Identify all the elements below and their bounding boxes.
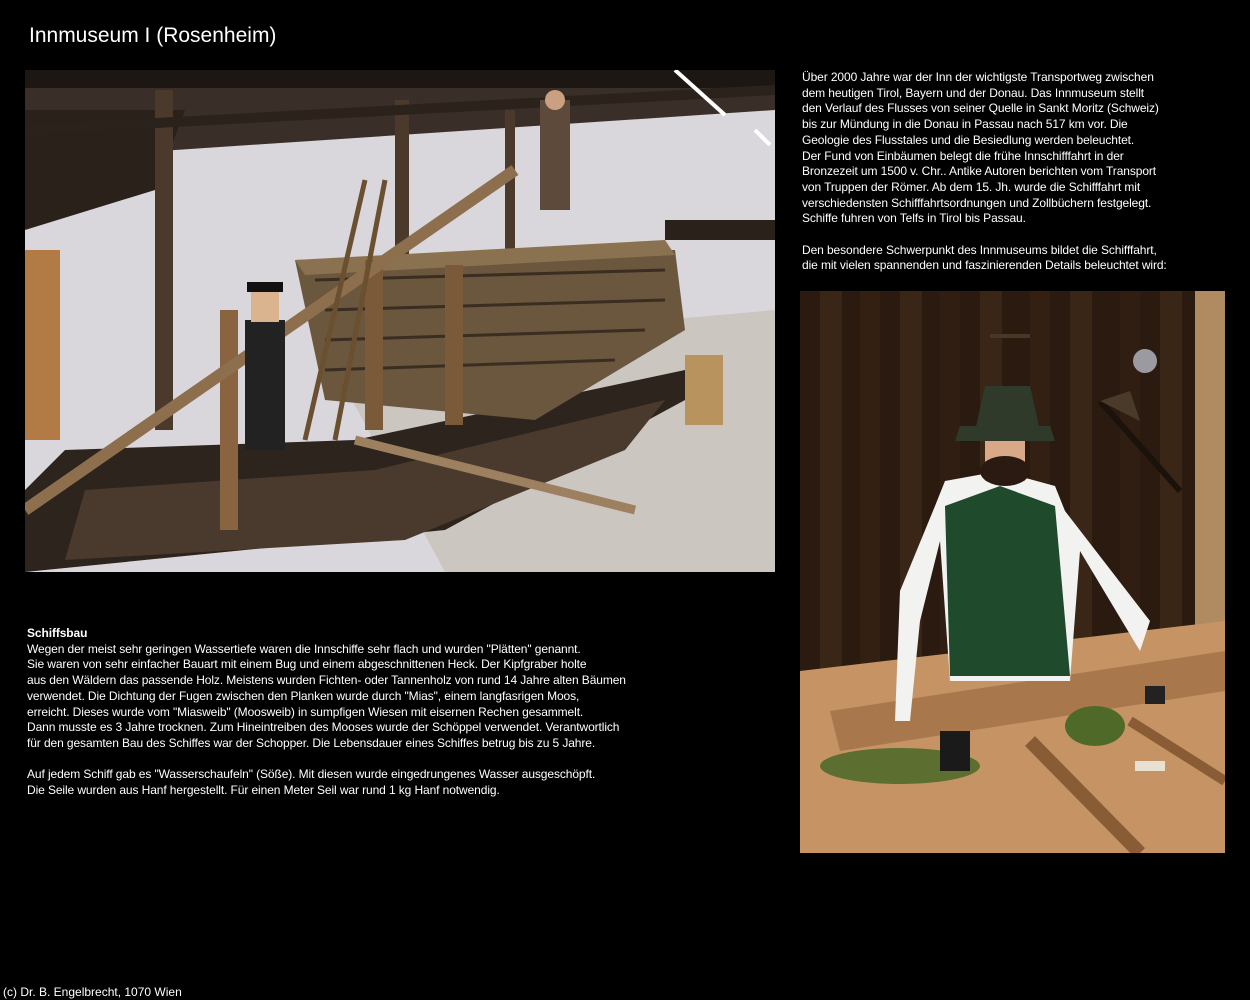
schiffsbau-line: erreicht. Dieses wurde vom "Miasweib" (Moosweib) in sumpfigen Wiesen mit eisernen Rechen gesammelt. <box>27 704 584 719</box>
schiffsbau-line: Sie waren von sehr einfacher Bauart mit einem Bug und einem abgeschnittenen Heck. Der Kipfgraber holte <box>27 657 587 672</box>
schiffsbau-line: Auf jedem Schiff gab es "Wasserschaufeln" (Söße). Mit diesen wurde eingedrungenes Wasser ausgeschöpft. <box>27 767 596 782</box>
schiffsbau-line: Die Seile wurden aus Hanf hergestellt. Für einen Meter Seil war rund 1 kg Hanf notwendig. <box>27 783 500 798</box>
intro-line: Über 2000 Jahre war der Inn der wichtigste Transportweg zwischen <box>802 70 1154 84</box>
schiffsbau-text <box>27 626 667 799</box>
boatbuilder-mannequin-photo <box>800 291 1225 853</box>
intro-line: Geologie des Flusstales und die Besiedlung werden beleuchtet. <box>802 132 1135 147</box>
intro-line: dem heutigen Tirol, Bayern und der Donau. Das Innmuseum stellt <box>802 85 1144 100</box>
schiffsbau-line: aus den Wäldern das passende Holz. Meistens wurden Fichten- oder Tannenholz von rund 14 Jahre alten Bäumen <box>27 673 626 688</box>
intro-line: Schiffe fuhren von Telfs in Tirol bis Passau. <box>802 211 1026 226</box>
intro-line: bis zur Mündung in die Donau in Passau nach 517 km vor. Die <box>802 117 1128 132</box>
boat-exhibit-photo <box>25 70 775 572</box>
intro-line: Den besondere Schwerpunkt des Innmuseums bildet die Schifffahrt, <box>802 242 1157 257</box>
intro-line: den Verlauf des Flusses von seiner Quelle in Sankt Moritz (Schweiz) <box>802 101 1159 116</box>
schiffsbau-line: verwendet. Die Dichtung der Fugen zwischen den Planken wurde durch "Mias", einem langfasrigen Moos, <box>27 688 580 703</box>
boatbuilder-illustration <box>800 291 1225 853</box>
schiffsbau-line: für den gesamten Bau des Schiffes war der Schopper. Die Lebensdauer eines Schiffes betrug bis zu 5 Jahre. <box>27 735 596 750</box>
intro-line: Bronzezeit um 1500 v. Chr.. Antike Autoren berichten vom Transport <box>802 164 1157 179</box>
schiffsbau-line: Dann musste es 3 Jahre trocknen. Zum Hineintreiben des Mooses wurde der Schöppel verwendet. Verantwortlich <box>27 720 620 735</box>
copyright-footer: (c) Dr. B. Engelbrecht, 1070 Wien <box>3 985 182 999</box>
schiffsbau-line: Wegen der meist sehr geringen Wassertiefe waren die Innschiffe sehr flach und wurden "Plätten" genannt. <box>27 641 581 656</box>
intro-line: Der Fund von Einbäumen belegt die frühe Innschifffahrt in der <box>802 148 1124 163</box>
schiffsbau-heading: Schiffsbau <box>27 626 88 640</box>
intro-line: von Truppen der Römer. Ab dem 15. Jh. wurde die Schifffahrt mit <box>802 179 1141 194</box>
intro-text <box>802 70 1202 274</box>
intro-line: verschiedensten Schifffahrtsordnungen und Zollbüchern festgelegt. <box>802 195 1152 210</box>
boat-exhibit-illustration <box>25 70 775 572</box>
intro-line: die mit vielen spannenden und faszinierenden Details beleuchtet wird: <box>802 258 1167 273</box>
page-title: Innmuseum I (Rosenheim) <box>29 24 277 47</box>
